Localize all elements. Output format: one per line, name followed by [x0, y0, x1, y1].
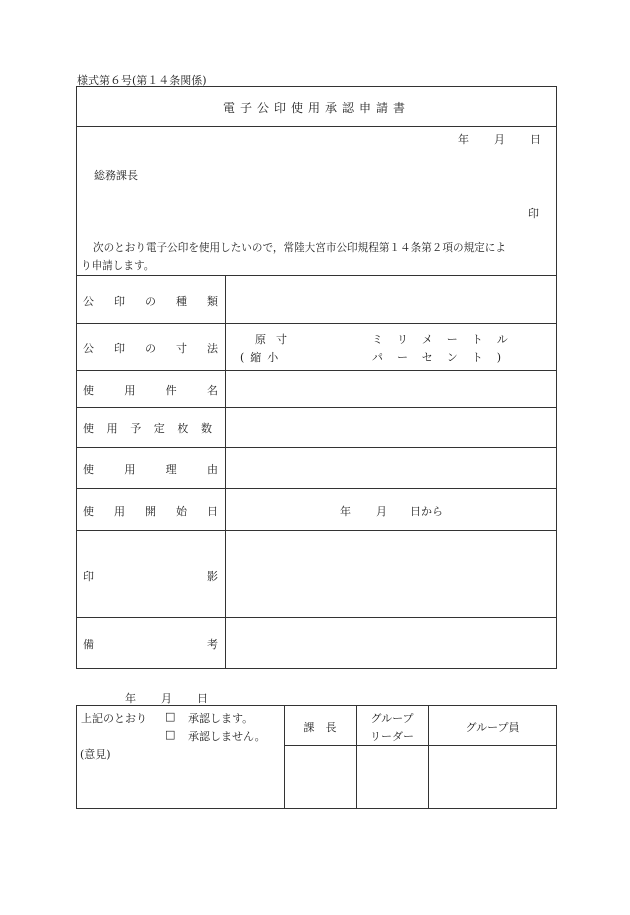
label-seal-size	[83, 340, 218, 356]
label-char: 始	[176, 505, 187, 518]
label-char: 使	[83, 384, 94, 397]
label-usage-reason	[83, 461, 218, 477]
date-month-label: 月	[494, 133, 505, 146]
start-day-label: 日から	[410, 505, 443, 518]
label-char: 定	[153, 422, 165, 435]
date-day-label: 日	[530, 133, 541, 146]
approval-month-label: 月	[161, 692, 172, 705]
application-statement-line1: 次のとおり電子公印を使用したいので，常陸大宮市公印規程第１４条第２項の規定によ	[93, 242, 506, 254]
col-group-member: グループ員	[465, 721, 520, 734]
opinion-label: (意見)	[80, 748, 111, 761]
label-char: 印	[114, 295, 125, 308]
date-year-label: 年	[458, 133, 469, 146]
label-char: 印	[114, 342, 125, 355]
option-approve-label: 承認します。	[188, 712, 254, 725]
application-statement-line2: り申請します。	[81, 260, 155, 272]
label-char: 理	[165, 463, 177, 476]
label-char: 公	[83, 342, 94, 355]
label-char: 由	[206, 463, 218, 476]
label-char: 用	[124, 384, 136, 397]
form-number: 様式第６号(第１４条関係)	[77, 74, 207, 87]
approval-prefix: 上記のとおり	[81, 712, 147, 725]
approval-day-label: 日	[197, 692, 208, 705]
checkbox-approve[interactable]: □	[165, 710, 176, 723]
label-char: 法	[207, 342, 218, 355]
label-char: 類	[207, 295, 218, 308]
label-char: 印	[83, 570, 94, 583]
label-planned-sheets	[83, 420, 212, 436]
label-char: 数	[200, 422, 212, 435]
label-char: 使	[83, 505, 94, 518]
col-group-leader-line1: グループ	[370, 712, 414, 725]
label-char: 枚	[177, 422, 189, 435]
approval-year-label: 年	[125, 692, 136, 705]
label-char: 備	[83, 638, 94, 651]
label-seal-type	[83, 293, 218, 309]
seal-mark: 印	[528, 207, 539, 220]
size-millimeter: ミリメートル	[372, 333, 522, 346]
label-char: 用	[114, 505, 125, 518]
option-reject-label: 承認しません。	[188, 730, 266, 743]
label-seal-impression	[83, 568, 218, 584]
label-char: 開	[145, 505, 156, 518]
label-char: 使	[83, 422, 94, 435]
form-title: 電子公印使用承認申請書	[222, 101, 410, 115]
label-char: の	[145, 342, 156, 355]
start-year-label: 年	[340, 505, 351, 518]
start-month-label: 月	[376, 505, 387, 518]
label-start-date	[83, 503, 218, 519]
col-group-leader-line2: リーダー	[370, 730, 414, 743]
label-char: 件	[165, 384, 177, 397]
label-char: 名	[206, 384, 218, 397]
label-char: 用	[106, 422, 118, 435]
label-usage-subject	[83, 382, 218, 398]
col-section-chief: 課 長	[303, 721, 337, 734]
label-char: の	[145, 295, 156, 308]
size-reduced: (縮小	[240, 351, 285, 364]
label-char: 日	[207, 505, 218, 518]
label-remarks	[83, 636, 218, 652]
label-char: 公	[83, 295, 94, 308]
addressee: 総務課長	[94, 169, 138, 182]
size-original: 原寸	[255, 333, 297, 346]
label-char: 考	[207, 638, 218, 651]
label-char: 寸	[176, 342, 187, 355]
label-char: 予	[130, 422, 142, 435]
label-char: 影	[207, 570, 218, 583]
checkbox-reject[interactable]: □	[165, 728, 176, 741]
label-char: 使	[83, 463, 94, 476]
label-char: 用	[124, 463, 136, 476]
label-char: 種	[176, 295, 187, 308]
size-percent: パーセント)	[372, 351, 516, 364]
